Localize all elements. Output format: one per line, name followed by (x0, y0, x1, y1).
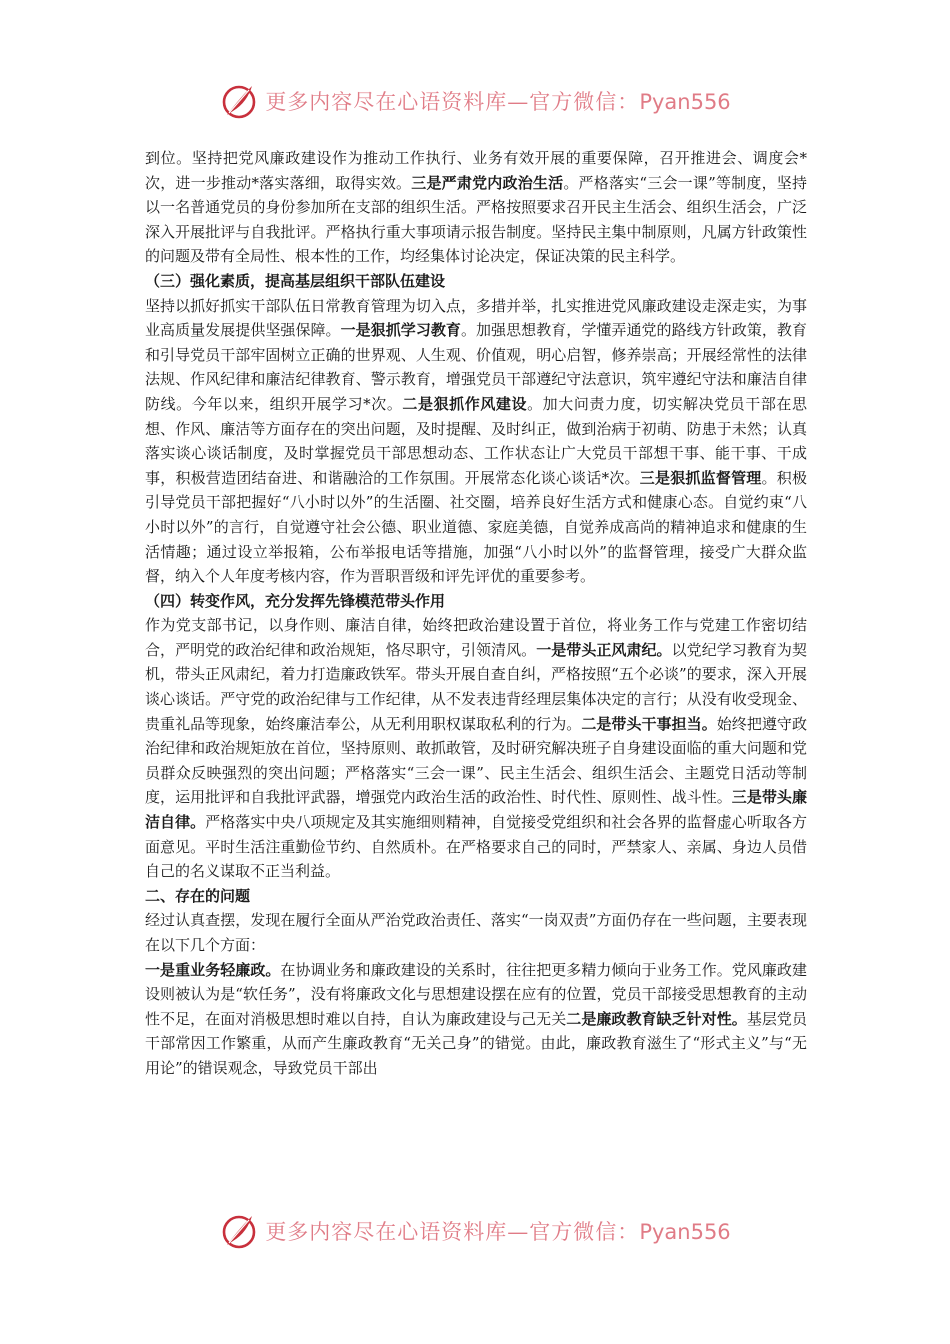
paragraph: 到位。坚持把党风廉政建设作为推动工作执行、业务有效开展的重要保障，召开推进会、调度会*次，进一步推动*落实落细，取得实效。三是严肃党内政治生活。严格落实“三会一课”等制度，坚持以一名普通党员的身份参加所在支部的组织生活。严格按照要求召开民主生活会、组织生活会，广泛深入开展批评与自我批评。严格执行重大事项请示报告制度。坚持民主集中制原则，凡属方针政策性的问题及带有全局性、根本性的工作，均经集体讨论决定，保证决策的民主科学。 (145, 149, 807, 266)
section-heading: 二、存在的问题 (145, 886, 251, 905)
document-body (145, 146, 807, 1081)
feather-logo-icon (219, 1211, 259, 1251)
paragraph: 一是重业务轻廉政。在协调业务和廉政建设的关系时，往往把更多精力倾向于业务工作。党风廉政建设则被认为是“软任务”，没有将廉政文化与思想建设摆在应有的位置，党员干部接受思想教育的主动性不足，在面对消极思想时难以自持，自认为廉政建设与己无关二是廉政教育缺乏针对性。基层党员干部常因工作繁重，从而产生廉政教育“无关己身”的错觉。由此，廉政教育滋生了“形式主义”与“无用论”的错误观念，导致党员干部出 (145, 960, 807, 1077)
paragraph: 坚持以抓好抓实干部队伍日常教育管理为切入点，多措并举，扎实推进党风廉政建设走深走实，为事业高质量发展提供坚强保障。一是狠抓学习教育。加强思想教育，学懂弄通党的路线方针政策，教育和引导党员干部牢固树立正确的世界观、人生观、价值观，明心启智，修养崇高；开展经常性的法律法规、作风纪律和廉洁纪律教育、警示教育，增强党员干部遵纪守法意识，筑牢遵纪守法和廉洁自律防线。今年以来，组织开展学习*次。二是狠抓作风建设。加大问责力度，切实解决党员干部在思想、作风、廉洁等方面存在的突出问题，及时提醒、及时纠正，做到治病于初萌、防患于未然；认真落实谈心谈话制度，及时掌握党员干部思想动态、工作状态让广大党员干部想干事、能干事、干成事，积极营造团结奋进、和谐融洽的工作氛围。开展常态化谈心谈话*次。三是狠抓监督管理。积极引导党员干部把握好“八小时以外”的生活圈、社交圈，培养良好生活方式和健康心态。自觉约束“八小时以外”的言行，自觉遵守社会公德、职业道德、家庭美德，自觉养成高尚的精神追求和健康的生活情趣；通过设立举报箱，公布举报电话等措施，加强“八小时以外”的监督管理，接受广大群众监督，纳入个人年度考核内容，作为晋职晋级和评先评优的重要参考。 (145, 296, 807, 586)
footer-watermark-banner (0, 1206, 950, 1256)
section-heading: （四）转变作风，充分发挥先锋模范带头作用 (145, 591, 446, 610)
footer-watermark-text: 更多内容尽在心语资料库—官方微信：Pyan556 (265, 1220, 731, 1244)
header-watermark-text: 更多内容尽在心语资料库—官方微信：Pyan556 (265, 90, 731, 114)
feather-logo-icon (219, 81, 259, 121)
section-heading: （三）强化素质，提高基层组织干部队伍建设 (145, 271, 446, 290)
header-watermark-banner (0, 76, 950, 126)
paragraph: 经过认真查摆，发现在履行全面从严治党政治责任、落实“一岗双责”方面仍存在一些问题，主要表现在以下几个方面： (145, 911, 807, 954)
paragraph: 作为党支部书记，以身作则、廉洁自律，始终把政治建设置于首位，将业务工作与党建工作密切结合，严明党的政治纪律和政治规矩，恪尽职守，引领清风。一是带头正风肃纪。以党纪学习教育为契机，带头正风肃纪，着力打造廉政铁军。带头开展自查自纠，严格按照“五个必谈”的要求，深入开展谈心谈话。严守党的政治纪律与工作纪律，从不发表违背经理层集体决定的言行；从没有收受现金、贵重礼品等现象，始终廉洁奉公，从无利用职权谋取私利的行为。二是带头干事担当。始终把遵守政治纪律和政治规矩放在首位，坚持原则、敢抓敢管，及时研究解决班子自身建设面临的重大问题和党员群众反映强烈的突出问题；严格落实“三会一课”、民主生活会、组织生活会、主题党日活动等制度，运用批评和自我批评武器，增强党内政治生活的政治性、时代性、原则性、战斗性。三是带头廉洁自律。严格落实中央八项规定及其实施细则精神，自觉接受党组织和社会各界的监督虚心听取各方面意见。平时生活注重勤俭节约、自然质朴。在严格要求自己的同时，严禁家人、亲属、身边人员借自己的名义谋取不正当利益。 (145, 616, 807, 881)
